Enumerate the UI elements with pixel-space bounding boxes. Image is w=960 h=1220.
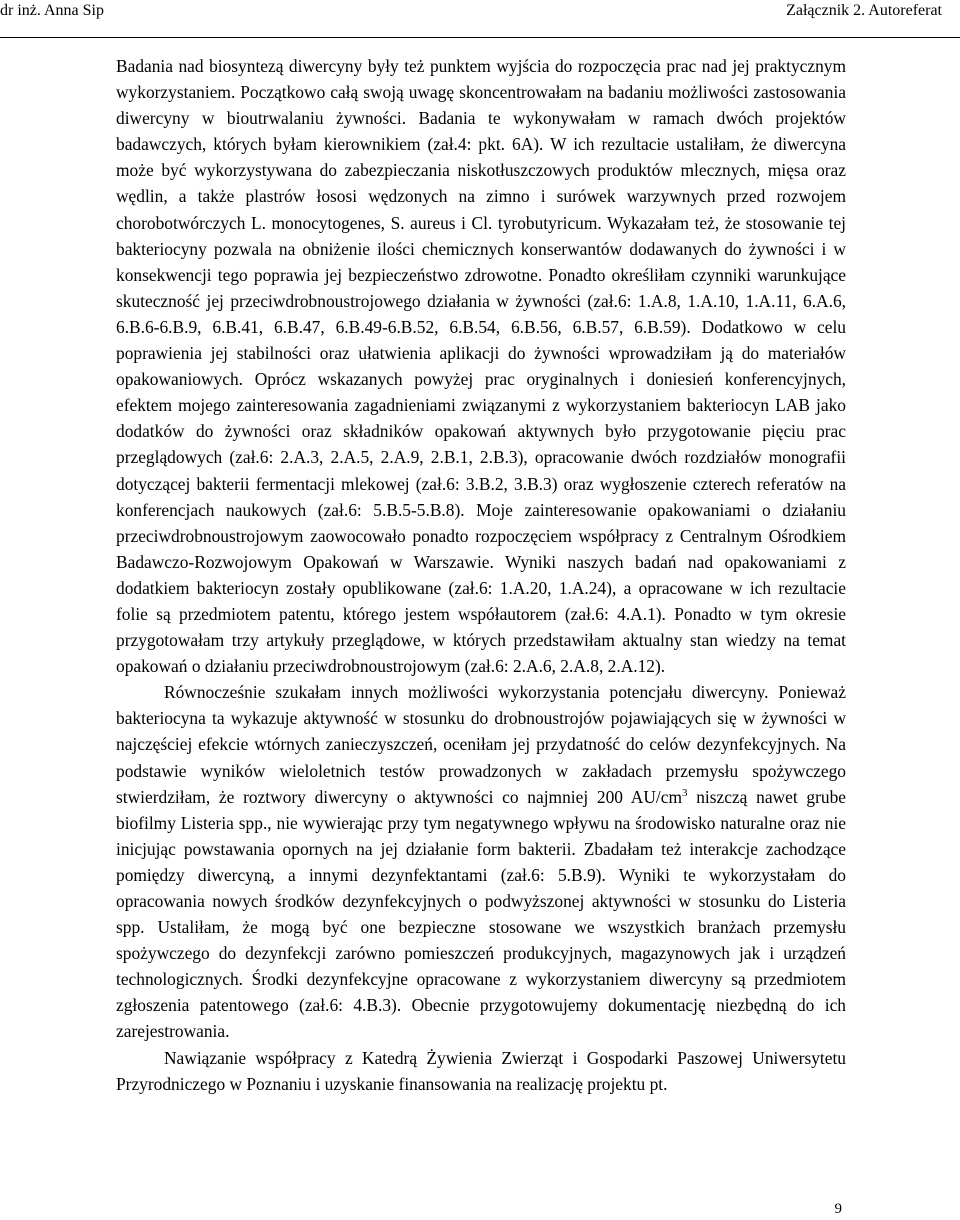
page-number: 9 bbox=[834, 1201, 842, 1217]
paragraph-3 bbox=[116, 1045, 846, 1097]
superscript: 3 bbox=[681, 786, 688, 799]
paragraph-2 bbox=[116, 679, 846, 1044]
header-author: dr inż. Anna Sip bbox=[0, 2, 104, 19]
paragraph-1 bbox=[116, 53, 846, 679]
paragraph-text: niszczą nawet grube biofilmy Listeria spp., nie wywierając przy tym negatywnego wpływu na środowisko naturalne oraz nie inicjując powstawania opornych na jej działanie form bakterii. Zbadałam też interakcje zachodzące pomiędzy diwercyną, a innymi dezynfektantami (zał.6: 5.B.9). Wyniki te wykorzystałam do opracowania nowych środków dezynfekcyjnych o podwyższonej aktywności w stosunku do Listeria spp. Ustaliłam, że mogą być one bezpieczne stosowane we wszystkich branżach przemysłu spożywczego do dezynfekcji zarówno pomieszczeń produkcyjnych, magazynowych jak i urządzeń technologicznych. Środki dezynfekcyjne opracowane z wykorzystaniem diwercyny są przedmiotem zgłoszenia patentowego (zał.6: 4.B.3). Obecnie przygotowujemy dokumentację niezbędną do ich zarejestrowania. bbox=[116, 786, 846, 1042]
document-body bbox=[116, 53, 846, 1097]
paragraph-text: Nawiązanie współpracy z Katedrą Żywienia Zwierząt i Gospodarki Paszowej Uniwersytetu Przyrodniczego w Poznaniu i uzyskanie finansowania na realizację projektu pt. bbox=[116, 1047, 846, 1094]
paragraph-text: Równocześnie szukałam innych możliwości wykorzystania potencjału diwercyny. Ponieważ bakteriocyna ta wykazuje aktywność w stosunku do drobnoustrojów pojawiających się w żywności w najczęściej efekcie wtórnych zanieczyszczeń, oceniłam jej przydatność do celów dezynfekcyjnych. Na podstawie wyników wieloletnich testów prowadzonych w zakładach przemysłu spożywczego stwierdziłam, że roztwory diwercyny o aktywności co najmniej 200 AU/cm bbox=[116, 682, 846, 807]
paragraph-text: Badania nad biosyntezą diwercyny były też punktem wyjścia do rozpoczęcia prac nad jej praktycznym wykorzystaniem. Początkowo całą swoją uwagę skoncentrowałam na badaniu możliwości zastosowania diwercyny w bioutrwalaniu żywności. Badania te wykonywałam w ramach dwóch projektów badawczych, których byłam kierownikiem (zał.4: pkt. 6A). W ich rezultacie ustaliłam, że diwercyna może być wykorzystywana do zabezpieczania niskotłuszczowych produktów mlecznych, mięsa oraz wędlin, a także plastrów łososi wędzonych na zimno i surówek warzywnych przed rozwojem chorobotwórczych L. monocytogenes, S. aureus i Cl. tyrobutyricum. Wykazałam też, że stosowanie tej bakteriocyny pozwala na obniżenie ilości chemicznych konserwantów dodawanych do żywności i w konsekwencji tego poprawia jej bezpieczeństwo zdrowotne. Ponadto określiłam czynniki warunkujące skuteczność jej przeciwdrobnoustrojowego działania w żywności (zał.6: 1.A.8, 1.A.10, 1.A.11, 6.A.6, 6.B.6-6.B.9, 6.B.41, 6.B.47, 6.B.49-6.B.52, 6.B.54, 6.B.56, 6.B.57, 6.B.59). Dodatkowo w celu poprawienia jej stabilności oraz ułatwienia aplikacji do żywności wprowadziłam ją do materiałów opakowaniowych. Oprócz wskazanych powyżej prac oryginalnych i doniesień konferencyjnych, efektem mojego zainteresowania zagadnieniami związanymi z wykorzystaniem bakteriocyn LAB jako dodatków do żywności oraz składników opakowań aktywnych było przygotowanie pięciu prac przeglądowych (zał.6: 2.A.3, 2.A.5, 2.A.9, 2.B.1, 2.B.3), opracowanie dwóch rozdziałów monografii dotyczącej bakterii fermentacji mlekowej (zał.6: 3.B.2, 3.B.3) oraz wygłoszenie czterech referatów na konferencjach naukowych (zał.6: 5.B.5-5.B.8). Moje zainteresowanie opakowaniami o działaniu przeciwdrobnoustrojowym zaowocowało ponadto rozpoczęciem współpracy z Centralnym Ośrodkiem Badawczo-Rozwojowym Opakowań w Warszawie. Wyniki naszych badań nad opakowaniami z dodatkiem bakteriocyn zostały opublikowane (zał.6: 1.A.20, 1.A.24), a opracowane w ich rezultacie folie są przedmiotem patentu, którego jestem współautorem (zał.6: 4.A.1). Ponadto w tym okresie przygotowałam trzy artykuły przeglądowe, w których przedstawiłam aktualny stan wiedzy na temat opakowań o działaniu przeciwdrobnoustrojowym (zał.6: 2.A.6, 2.A.8, 2.A.12). bbox=[116, 56, 846, 677]
page-header bbox=[0, 0, 960, 38]
header-title: Załącznik 2. Autoreferat bbox=[786, 2, 942, 19]
